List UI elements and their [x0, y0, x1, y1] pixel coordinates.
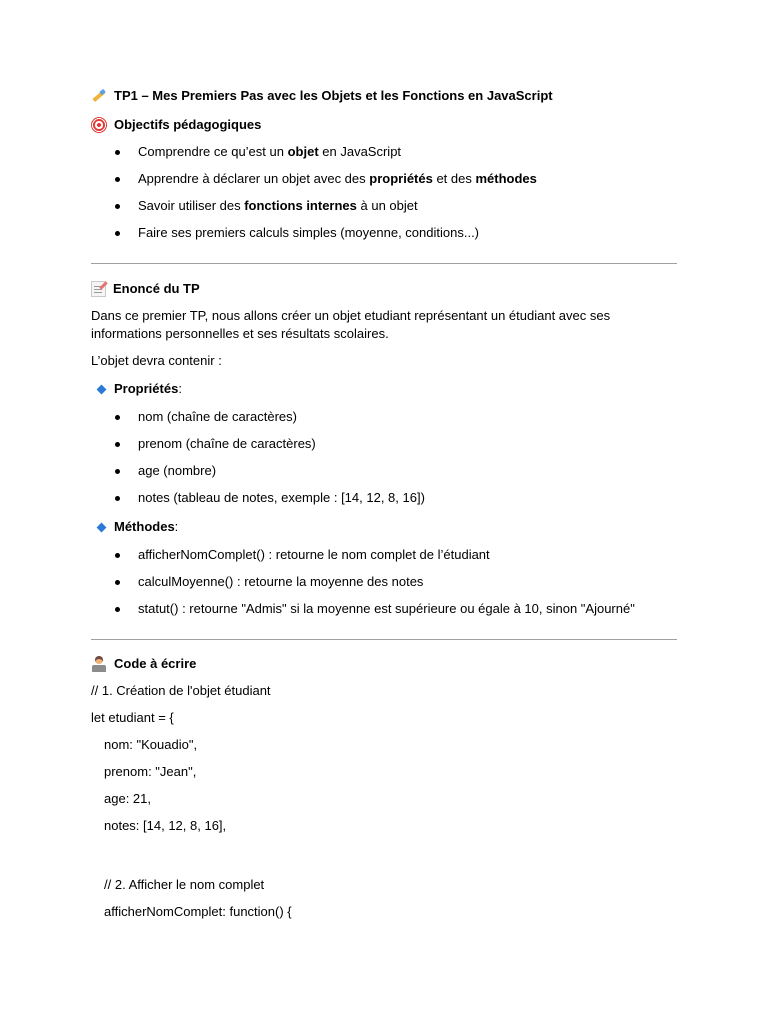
property-item: notes (tableau de notes, exemple : [14, 12, 8, 16])	[91, 489, 677, 507]
pencil-icon	[91, 88, 107, 104]
code-line: nom: "Kouadio",	[104, 737, 198, 752]
enonce-intro: L’objet devra contenir :	[91, 353, 222, 368]
property-item: nom (chaîne de caractères)	[91, 408, 677, 426]
enonce-heading-text: Enoncé du TP	[113, 281, 200, 296]
objective-item: Comprendre ce qu’est un objet en JavaScript	[91, 143, 677, 161]
method-item: afficherNomComplet() : retourne le nom complet de l’étudiant	[91, 546, 677, 564]
code-line: prenom: "Jean",	[104, 764, 197, 779]
code-line-blank	[91, 844, 677, 862]
enonce-paragraph-line: Dans ce premier TP, nous allons créer un objet etudiant représentant un étudiant avec ses	[91, 308, 611, 323]
code-line: notes: [14, 12, 8, 16],	[104, 818, 227, 833]
target-icon	[91, 117, 107, 133]
code-line: // 2. Afficher le nom complet	[104, 877, 265, 892]
objectives-heading-text: Objectifs pédagogiques	[114, 117, 262, 132]
code-line: afficherNomComplet: function() {	[104, 904, 292, 919]
document-title	[91, 86, 677, 106]
methods-heading: Méthodes :	[91, 518, 677, 536]
code-heading	[91, 654, 677, 674]
memo-icon	[91, 281, 106, 297]
code-block	[91, 682, 677, 921]
objective-item: Apprendre à déclarer un objet avec des propriétés et des méthodes	[91, 170, 677, 188]
property-item: age (nombre)	[91, 462, 677, 480]
methods-list	[91, 546, 677, 618]
code-line: // 1. Création de l'objet étudiant	[91, 683, 271, 698]
code-line: age: 21,	[104, 791, 151, 806]
properties-label: Propriétés	[114, 381, 179, 396]
objectives-list	[91, 143, 677, 242]
objective-item: Savoir utiliser des fonctions internes à un objet	[91, 197, 677, 215]
document-title-text: TP1 – Mes Premiers Pas avec les Objets et les Fonctions en JavaScript	[114, 88, 553, 103]
objective-item: Faire ses premiers calculs simples (moyenne, conditions...)	[91, 224, 677, 242]
properties-list	[91, 408, 677, 507]
methods-label: Méthodes	[114, 519, 175, 534]
enonce-paragraph	[91, 307, 677, 343]
code-line: let etudiant = {	[91, 710, 174, 725]
method-item: statut() : retourne "Admis" si la moyenne est supérieure ou égale à 10, sinon "Ajourné"	[91, 600, 677, 618]
property-item: prenom (chaîne de caractères)	[91, 435, 677, 453]
enonce-paragraph-line: informations personnelles et ses résultats scolaires.	[91, 326, 389, 341]
code-heading-text: Code à écrire	[114, 656, 197, 671]
method-item: calculMoyenne() : retourne la moyenne des notes	[91, 573, 677, 591]
diamond-icon	[97, 384, 107, 394]
coder-icon	[91, 656, 107, 672]
enonce-heading	[91, 279, 677, 299]
document-page	[91, 86, 677, 921]
diamond-icon	[97, 522, 107, 532]
objectives-heading	[91, 115, 677, 135]
properties-heading: Propriétés :	[91, 380, 677, 398]
